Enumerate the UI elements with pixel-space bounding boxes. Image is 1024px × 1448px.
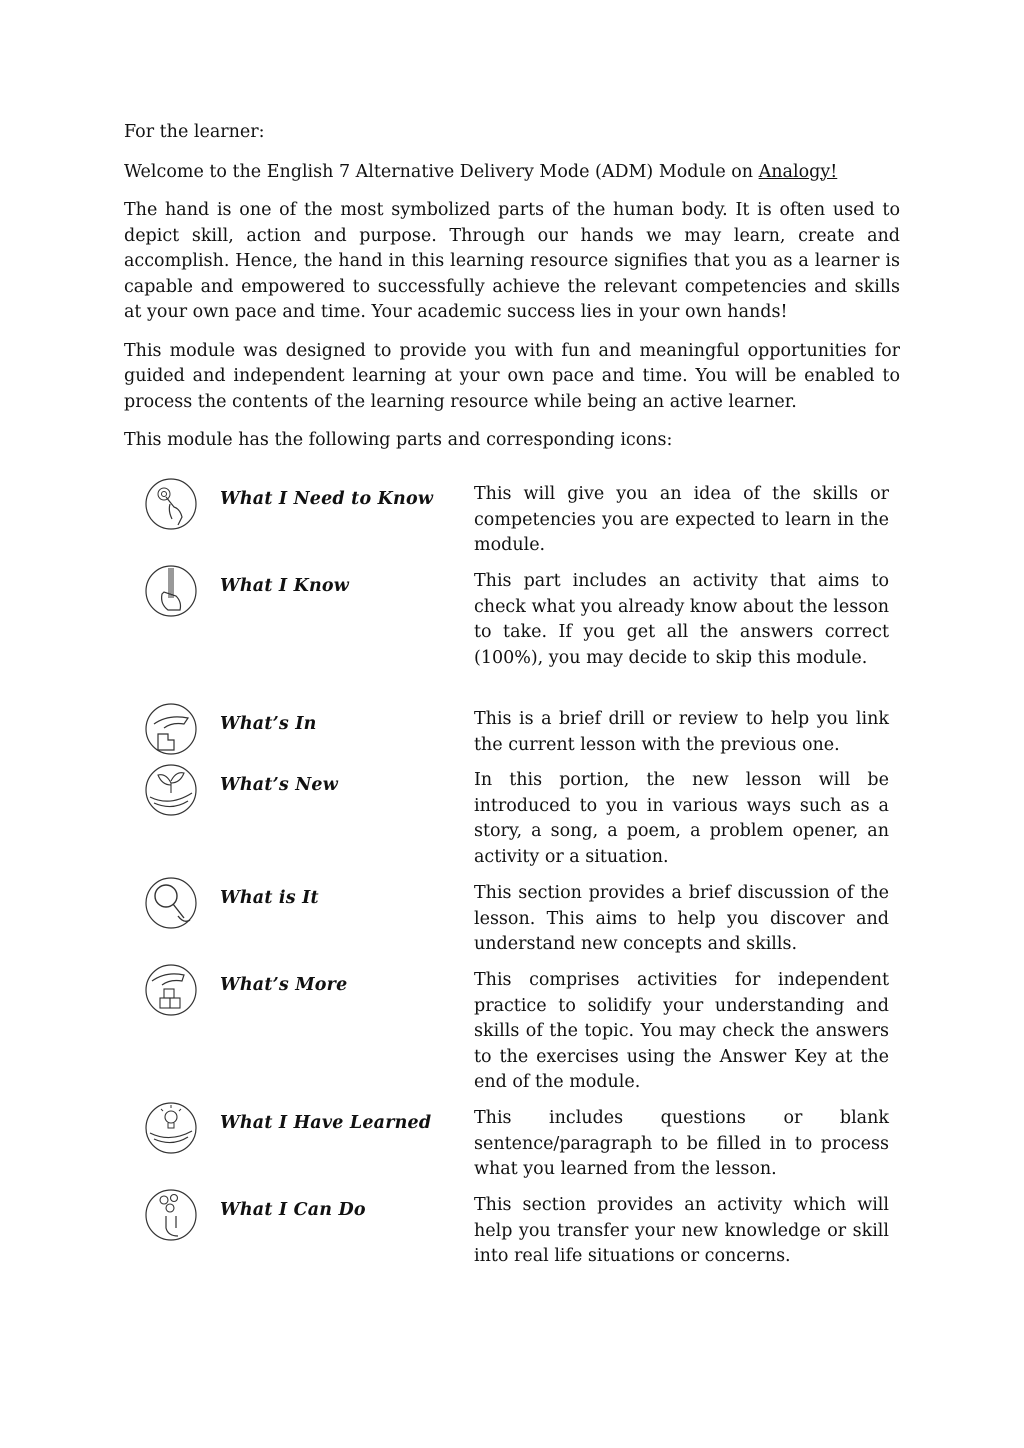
part-label: What I Have Learned <box>220 1113 432 1133</box>
hand-pencil-icon <box>144 564 198 618</box>
part-description: This will give you an idea of the skills or competencies you are expected to learn in the module. <box>474 484 889 555</box>
part-label: What’s New <box>220 775 339 795</box>
hand-blocks-icon <box>144 963 198 1017</box>
parts-intro: This module has the following parts and corresponding icons: <box>124 430 673 450</box>
hand-lightbulb-icon <box>144 1101 198 1155</box>
hand-puzzle-icon <box>144 702 198 756</box>
part-description: This section provides an activity which will help you transfer your new knowledge or skill into real life situations or concerns. <box>474 1195 889 1266</box>
hand-paragraph: The hand is one of the most symbolized parts of the human body. It is often used to depict skill, action and purpose. Through our hands we may learn, create and accomplish. Hence, the hand in this learning resource signifies that you as a learner is capable and empowered to successfully achieve the relevant competencies and skills at your own pace and time. Your academic success lies in your own hands! <box>124 200 900 322</box>
part-description: This comprises activities for independent practice to solidify your understanding and skills of the topic. You may check the answers to the exercises using the Answer Key at the end of the module. <box>474 970 889 1092</box>
hand-magnifier-icon <box>144 876 198 930</box>
part-description: This is a brief drill or review to help you link the current lesson with the previous one. <box>474 709 889 755</box>
welcome-text: Welcome to the English 7 Alternative Delivery Mode (ADM) Module on <box>124 161 759 182</box>
part-description: This includes questions or blank sentence/paragraph to be filled in to process what you learned from the lesson. <box>474 1108 889 1179</box>
hand-pointing-icon <box>144 477 198 531</box>
intro-section <box>124 120 900 467</box>
part-label: What I Can Do <box>220 1200 366 1220</box>
part-label: What’s In <box>220 714 317 734</box>
topic-link: Analogy! <box>758 161 838 182</box>
module-paragraph: This module was designed to provide you with fun and meaningful opportunities for guided and independent learning at your own pace and time. You will be enabled to process the contents of the learning resource while being an active learner. <box>124 340 900 412</box>
hand-sprout-icon <box>144 763 198 817</box>
part-description: In this portion, the new lesson will be introduced to you in various ways such as a story, a song, a poem, a problem opener, an activity or a situation. <box>474 770 889 867</box>
part-description: This part includes an activity that aims to check what you already know about the lesson to take. If you get all the answers correct (100%), you may decide to skip this module. <box>474 571 889 668</box>
part-label: What is It <box>220 888 319 908</box>
part-label: What I Know <box>220 576 350 596</box>
part-label: What’s More <box>220 975 348 995</box>
welcome-line <box>124 160 900 186</box>
hand-gears-icon <box>144 1188 198 1242</box>
part-description: This section provides a brief discussion of the lesson. This aims to help you discover and understand new concepts and skills. <box>474 883 889 954</box>
part-label: What I Need to Know <box>220 489 434 509</box>
learner-heading: For the learner: <box>124 122 265 142</box>
